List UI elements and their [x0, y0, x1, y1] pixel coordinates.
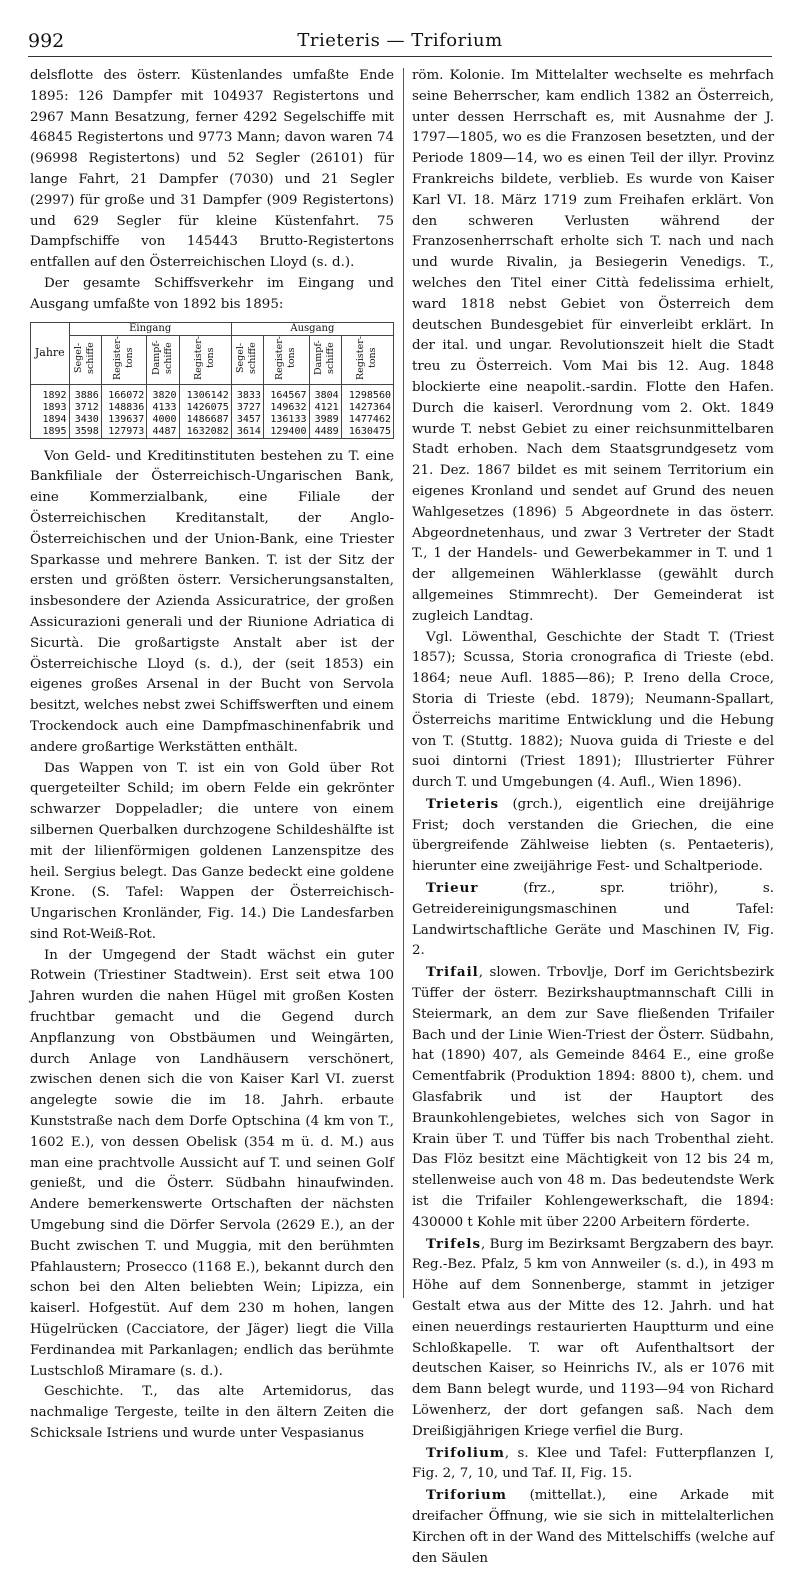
headword: Triforium [426, 1487, 507, 1504]
page-header [28, 30, 772, 54]
shipping-table-body [31, 384, 394, 438]
table-cell: 1427364 [341, 402, 393, 414]
table-cell: 136133 [263, 414, 309, 426]
table-cell: 4121 [309, 402, 341, 414]
col-header: Dampf-schiffe [313, 340, 337, 375]
entry-trieur [412, 878, 774, 962]
table-cell: 1298560 [341, 384, 393, 402]
paragraph-fleet: delsflotte des österr. Küstenlandes umfaßte Ende 1895: 126 Dampfer mit 104937 Registertons und 2967 Mann Besatzung, ferner 4292 Segelschiffe mit 46845 Registertons und 9773 Mann; davon waren 74 (96998 Registertons) und 52 Segler (26101) für lange Fahrt, 21 Dampfer (7030) und 21 Segler (2997) für große und 31 Dampfer (909 Registertons) und 629 Segler für kleine Küstenfahrt. 75 Dampfschiffe von 145443 Brutto-Registertons entfallen auf den Österreichischen Lloyd (s. d.). [30, 68, 394, 271]
shipping-table [30, 322, 394, 439]
table-cell: 148836 [101, 402, 147, 414]
table-cell: 4489 [309, 426, 341, 439]
table-cell: 164567 [263, 384, 309, 402]
table-cell: 1426075 [179, 402, 231, 414]
col-header: Register-tons [274, 335, 298, 380]
headword: Trifolium [426, 1444, 505, 1461]
header-rule [28, 56, 772, 57]
entry-trifels [412, 1234, 774, 1443]
entry-text: , slowen. Trbovlje, Dorf im Gerichtsbezirk Tüffer der österr. Bezirkshauptmannschaft Cilli in Steiermark, an dem zur Save fließenden Trifailer Bach und der Linie Wien-Triest der Österr. Südbahn, hat (1890) 407, als Gemeinde 8464 E., eine große Cementfabrik (Produktion 1894: 8800 t), chem. und Glasfabrik und ist der Hauptort des Braunkohlengebietes, welches sich von Sagor in Krain über T. und Tüffer bis nach Trobenthal zieht. Das Flöz besitzt eine Mächtigkeit von 12 bis 24 m, stellenweise auch von 48 m. Das bedeutendste Werk ist die Trifailer Kohlengewerkschaft, die 1894: 430000 t Kohle mit über 2200 Arbeitern förderte. [412, 965, 774, 1230]
table-cell: 166072 [101, 384, 147, 402]
page-number: 992 [28, 30, 65, 52]
table-cell: 3820 [147, 384, 179, 402]
table-cell: 1306142 [179, 384, 231, 402]
table-cell: 4000 [147, 414, 179, 426]
left-column [30, 66, 394, 1445]
table-row [31, 426, 394, 439]
col-header: Segel-schiffe [235, 341, 259, 374]
table-cell: 1894 [31, 414, 70, 426]
table-cell: 3430 [69, 414, 101, 426]
table-cell: 1632082 [179, 426, 231, 439]
table-cell: 3614 [231, 426, 263, 439]
headword: Trieteris [426, 795, 500, 812]
table-row [31, 414, 394, 426]
headword: Trieur [426, 880, 479, 897]
entry-triforium [412, 1485, 774, 1569]
paragraph-history: röm. Kolonie. Im Mittelalter wechselte es mehrfach seine Beherrscher, kam endlich 1382 an Österreich, unter dessen Herrschaft es, mit Ausnahme der J. 1797—1805, wo es die Franzosen besetzten, und der Periode 1809—14, wo es einen Teil der illyr. Provinz Frankreichs bildete, verblieb. Es wurde von Kaiser Karl VI. 18. März 1719 zum Freihafen erklärt. Von den schweren Verlusten während der Franzosenherrschaft erholte sich T. nach und nach und wurde Rivalin, ja Besiegerin Venedigs. T., welches den Titel einer Città fedelissima erhielt, ward 1818 nebst Gebiet von Österreich dem deutschen Bundesgebiet für einverleibt erklärt. In der ital. und ungar. Revolutionszeit hielt die Stadt treu zu Österreich. Vom Mai bis 12. Aug. 1848 blockierte eine neapolit.-sardin. Flotte den Hafen. Durch die kaiserl. Verordnung vom 2. Okt. 1849 wurde T. nebst Gebiet zu einer reichsunmittelbaren Stadt erhoben. Nach dem Staatsgrundgesetz vom 21. Dez. 1867 bildet es mit seinem Territorium ein eigenes Kronland und sendet auf Grund des neuen Wahlgesetzes (1896) 5 Abgeordnete in das österr. Abgeordnetenhaus, und zwar 3 Vertreter der Stadt T., 1 der Handels- und Gewerbekammer in T. und 1 der allgemeinen Wählerklasse (gewählt durch allgemeines Stimmrecht). Der Gemeinderat ist zugleich Landtag. [412, 68, 774, 624]
table-cell: 1893 [31, 402, 70, 414]
table-row [31, 384, 394, 402]
entry-text: , s. Klee und Tafel: Futterpflanzen I, Fig. 2, 7, 10, und Taf. II, Fig. 15. [412, 1445, 774, 1482]
year-header: Jahre [31, 322, 70, 384]
table-cell: 127973 [101, 426, 147, 439]
entry-trifolium [412, 1443, 774, 1486]
table-cell: 1630475 [341, 426, 393, 439]
col-header: Register-tons [355, 335, 379, 380]
col-header: Segel-schiffe [73, 341, 97, 374]
table-cell: 1486687 [179, 414, 231, 426]
table-cell: 4133 [147, 402, 179, 414]
entry-text: (grch.), eigentlich eine dreijährige Frist; doch verstanden die Griechen, die eine übergreifende Zählweise liebten (s. Pentaeteris), hierunter eine zweijährige Fest- und Schaltperiode. [412, 796, 774, 875]
entry-trifail [412, 962, 774, 1233]
table-cell: 4487 [147, 426, 179, 439]
paragraph-traffic-intro: Der gesamte Schiffsverkehr im Eingang und Ausgang umfaßte von 1892 bis 1895: [30, 275, 394, 312]
col-header: Register-tons [112, 335, 136, 380]
table-cell: 3804 [309, 384, 341, 402]
table-cell: 3886 [69, 384, 101, 402]
column-divider [403, 68, 404, 1298]
paragraph-surroundings: In der Umgegend der Stadt wächst ein guter Rotwein (Triestiner Stadtwein). Erst seit etwa 100 Jahren wurden die nahen Hügel mit großen Kosten fruchtbar gemacht und die Gegend durch Anpflanzung von Obstbäumen und Weingärten, durch Anlage von Landhäusern verschönert, zwischen denen sich die von Kaiser Karl VI. zuerst angelegte sowie die im 18. Jahrh. erbaute Kunststraße nach dem Dorfe Optschina (4 km von T., 1602 E.), von dessen Obelisk (354 m ü. d. M.) aus man eine prachtvolle Aussicht auf T. und seinen Golf genießt, und die Österr. Südbahn hinaufwinden. Andere bemerkenswerte Ortschaften der nächsten Umgebung sind die Dörfer Servola (2629 E.), an der Bucht zwischen T. und Muggia, mit den berühmten Pfahlaustern; Prosecco (1168 E.), bekannt durch den schon bei den Alten beliebten Wein; Lipizza, ein kaiserl. Hofgestüt. Auf dem 230 m hohen, langen Hügelrücken (Cacciatore, der Jäger) liegt die Villa Ferdinandea mit Parkanlagen; endlich das berühmte Lustschloß Miramare (s. d.). [30, 947, 394, 1379]
paragraph-history-start: Geschichte. T., das alte Artemidorus, das nachmalige Tergeste, teilte in den ältern Zeiten die Schicksale Istriens und wurde unter Vespasianus [30, 1384, 394, 1442]
table-cell: 1895 [31, 426, 70, 439]
running-title: Trieteris — Triforium [297, 30, 503, 51]
paragraph-banks: Von Geld- und Kreditinstituten bestehen zu T. eine Bankfiliale der Österreichisch-Ungarischen Bank, eine Kommerzialbank, eine Filiale der Österreichischen Kreditanstalt, der Anglo-Österreichischen und der Union-Bank, eine Triester Sparkasse und mehrere Banken. T. ist der Sitz der ersten und größten österr. Versicherungsanstalten, insbesondere der Azienda Assicuratrice, der großen Assicurazioni generali und der Riunione Adriatica di Sicurtà. Die großartigste Anstalt aber ist der Österreichische Lloyd (s. d.), der (seit 1853) ein eigenes großes Arsenal in der Bucht von Servola besitzt, welches nebst zwei Schiffswerften und einem Trockendock auch eine Dampfmaschinenfabrik und andere großartige Werkstätten enthält. [30, 448, 394, 755]
headword: Trifels [426, 1235, 482, 1252]
table-cell: 3712 [69, 402, 101, 414]
table-cell: 3833 [231, 384, 263, 402]
entry-text: (mittellat.), eine Arkade mit dreifacher Öffnung, wie sie sich in mittelalterlichen Kirchen oft in der Wand des Mittelschiffs (welche auf den Säulen [412, 1488, 774, 1566]
table-cell: 149632 [263, 402, 309, 414]
table-cell: 3727 [231, 402, 263, 414]
table-cell: 3457 [231, 414, 263, 426]
table-cell: 3989 [309, 414, 341, 426]
group-header-out: Ausgang [231, 322, 393, 335]
table-cell: 1892 [31, 384, 70, 402]
headword: Trifail [426, 964, 479, 981]
table-row [31, 402, 394, 414]
paragraph-coat-of-arms: Das Wappen von T. ist ein von Gold über Rot quergeteilter Schild; im obern Felde ein gekrönter schwarzer Doppeladler; die untere von einem silbernen Querbalken durchzogene Schildeshälfte ist mit der lilienförmigen goldenen Lanzenspitze des heil. Sergius belegt. Das Ganze bedeckt eine goldene Krone. (S. Tafel: Wappen der Österreichisch-Ungarischen Kronländer, Fig. 14.) Die Landesfarben sind Rot-Weiß-Rot. [30, 760, 394, 942]
table-cell: 139637 [101, 414, 147, 426]
col-header: Dampf-schiffe [150, 340, 174, 375]
table-cell: 3598 [69, 426, 101, 439]
paragraph-literature: Vgl. Löwenthal, Geschichte der Stadt T. (Triest 1857); Scussa, Storia cronografica di Trieste (ebd. 1864; neue Aufl. 1885—86); P. Ireno della Croce, Storia di Trieste (ebd. 1879); Neumann-Spallart, Österreichs maritime Entwicklung und die Hebung von T. (Stuttg. 1882); Nuova guida di Trieste e del suoi dintorni (Triest 1891); Illustrierter Führer durch T. und Umgebungen (4. Aufl., Wien 1896). [412, 629, 774, 791]
group-header-in: Eingang [69, 322, 231, 335]
table-cell: 1477462 [341, 414, 393, 426]
entry-text: (frz., spr. triöhr), s. Getreidereinigungsmaschinen und Tafel: Landwirtschaftliche Geräte und Maschinen IV, Fig. 2. [412, 881, 774, 959]
entry-trieteris [412, 794, 774, 878]
col-header: Register-tons [193, 335, 217, 380]
right-column [412, 66, 774, 1569]
table-cell: 129400 [263, 426, 309, 439]
entry-text: , Burg im Bezirksamt Bergzabern des bayr. Reg.-Bez. Pfalz, 5 km von Annweiler (s. d.), in 493 m Höhe auf dem Sonnenberge, stammt in jetziger Gestalt etwa aus der Mitte des 12. Jahrh. und hat einen neuerdings restaurierten Hauptturm und eine Schloßkapelle. T. war oft Aufenthaltsort der deutschen Kaiser, so Heinrichs IV., als er 1076 mit dem Bann belegt wurde, und 1193—94 von Richard Löwenherz, der dort gefangen saß. Nach dem Dreißigjährigen Kriege verfiel die Burg. [412, 1236, 774, 1439]
